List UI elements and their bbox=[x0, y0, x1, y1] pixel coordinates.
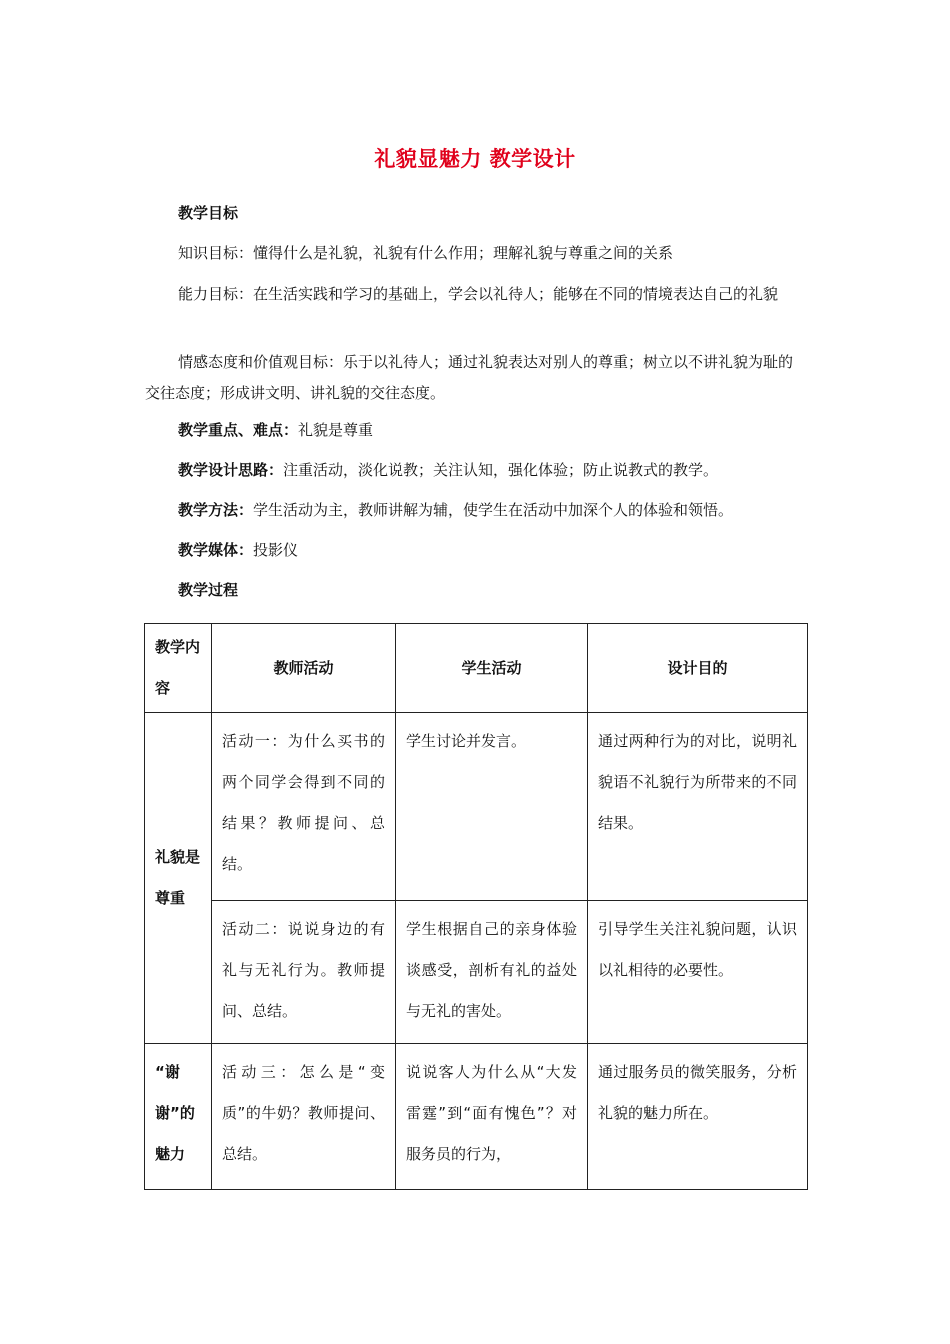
knowledge-label: 知识目标： bbox=[178, 244, 254, 262]
purpose-cell: 通过服务员的微笑服务，分析礼貌的魅力所在。 bbox=[588, 1044, 808, 1190]
content-cell: 礼貌是尊重 bbox=[145, 713, 212, 1044]
header-teacher: 教师活动 bbox=[212, 624, 396, 713]
design-idea-text: 注重活动，淡化说教；关注认知，强化体验；防止说教式的教学。 bbox=[283, 461, 719, 479]
teaching-media bbox=[145, 535, 807, 566]
ability-text: 在生活实践和学习的基础上，学会以礼待人；能够在不同的情境表达自己的礼貌 bbox=[253, 285, 779, 303]
content-cell: “谢谢”的魅力 bbox=[145, 1044, 212, 1190]
key-points bbox=[145, 415, 807, 446]
emotion-objective bbox=[145, 347, 807, 409]
ability-objective bbox=[145, 279, 807, 310]
media-text: 投影仪 bbox=[253, 541, 299, 559]
method-text: 学生活动为主，教师讲解为辅，使学生在活动中加深个人的体验和领悟。 bbox=[253, 501, 734, 519]
knowledge-objective bbox=[145, 238, 807, 269]
ability-label: 能力目标： bbox=[178, 285, 254, 303]
header-purpose: 设计目的 bbox=[588, 624, 808, 713]
table-row bbox=[145, 901, 808, 1044]
student-cell: 学生根据自己的亲身体验谈感受，剖析有礼的益处与无礼的害处。 bbox=[396, 901, 588, 1044]
objectives-heading: 教学目标 bbox=[178, 204, 239, 222]
emotion-text: 乐于以礼待人；通过礼貌表达对别人的尊重；树立以不讲礼貌为耻的交往态度；形成讲文明、讲礼貌的交往态度。 bbox=[145, 353, 794, 402]
emotion-label: 情感态度和价值观目标： bbox=[178, 353, 344, 371]
header-content: 教学内容 bbox=[145, 624, 212, 713]
header-student: 学生活动 bbox=[396, 624, 588, 713]
media-label: 教学媒体： bbox=[178, 541, 254, 559]
process-heading: 教学过程 bbox=[178, 581, 239, 599]
key-points-text: 礼貌是尊重 bbox=[298, 421, 374, 439]
design-idea bbox=[145, 455, 807, 486]
table-header-row bbox=[145, 624, 808, 713]
table-row bbox=[145, 1044, 808, 1190]
process-table bbox=[144, 623, 808, 1190]
key-points-label: 教学重点、难点： bbox=[178, 421, 299, 439]
purpose-cell: 引导学生关注礼貌问题，认识以礼相待的必要性。 bbox=[588, 901, 808, 1044]
knowledge-text: 懂得什么是礼貌，礼貌有什么作用；理解礼貌与尊重之间的关系 bbox=[253, 244, 674, 262]
teacher-cell: 活动一：为什么买书的两个同学会得到不同的结果？教师提问、总结。 bbox=[212, 713, 396, 901]
design-idea-label: 教学设计思路： bbox=[178, 461, 284, 479]
student-cell: 说说客人为什么从“大发雷霆”到“面有愧色”？对服务员的行为， bbox=[396, 1044, 588, 1190]
purpose-cell: 通过两种行为的对比，说明礼貌语不礼貌行为所带来的不同结果。 bbox=[588, 713, 808, 901]
teaching-method bbox=[145, 495, 807, 526]
student-cell: 学生讨论并发言。 bbox=[396, 713, 588, 901]
method-label: 教学方法： bbox=[178, 501, 254, 519]
document-title: 礼貌显魅力 教学设计 bbox=[374, 147, 576, 171]
teacher-cell: 活动三：怎么是“变质”的牛奶？教师提问、总结。 bbox=[212, 1044, 396, 1190]
teacher-cell: 活动二：说说身边的有礼与无礼行为。教师提问、总结。 bbox=[212, 901, 396, 1044]
table-row bbox=[145, 713, 808, 901]
